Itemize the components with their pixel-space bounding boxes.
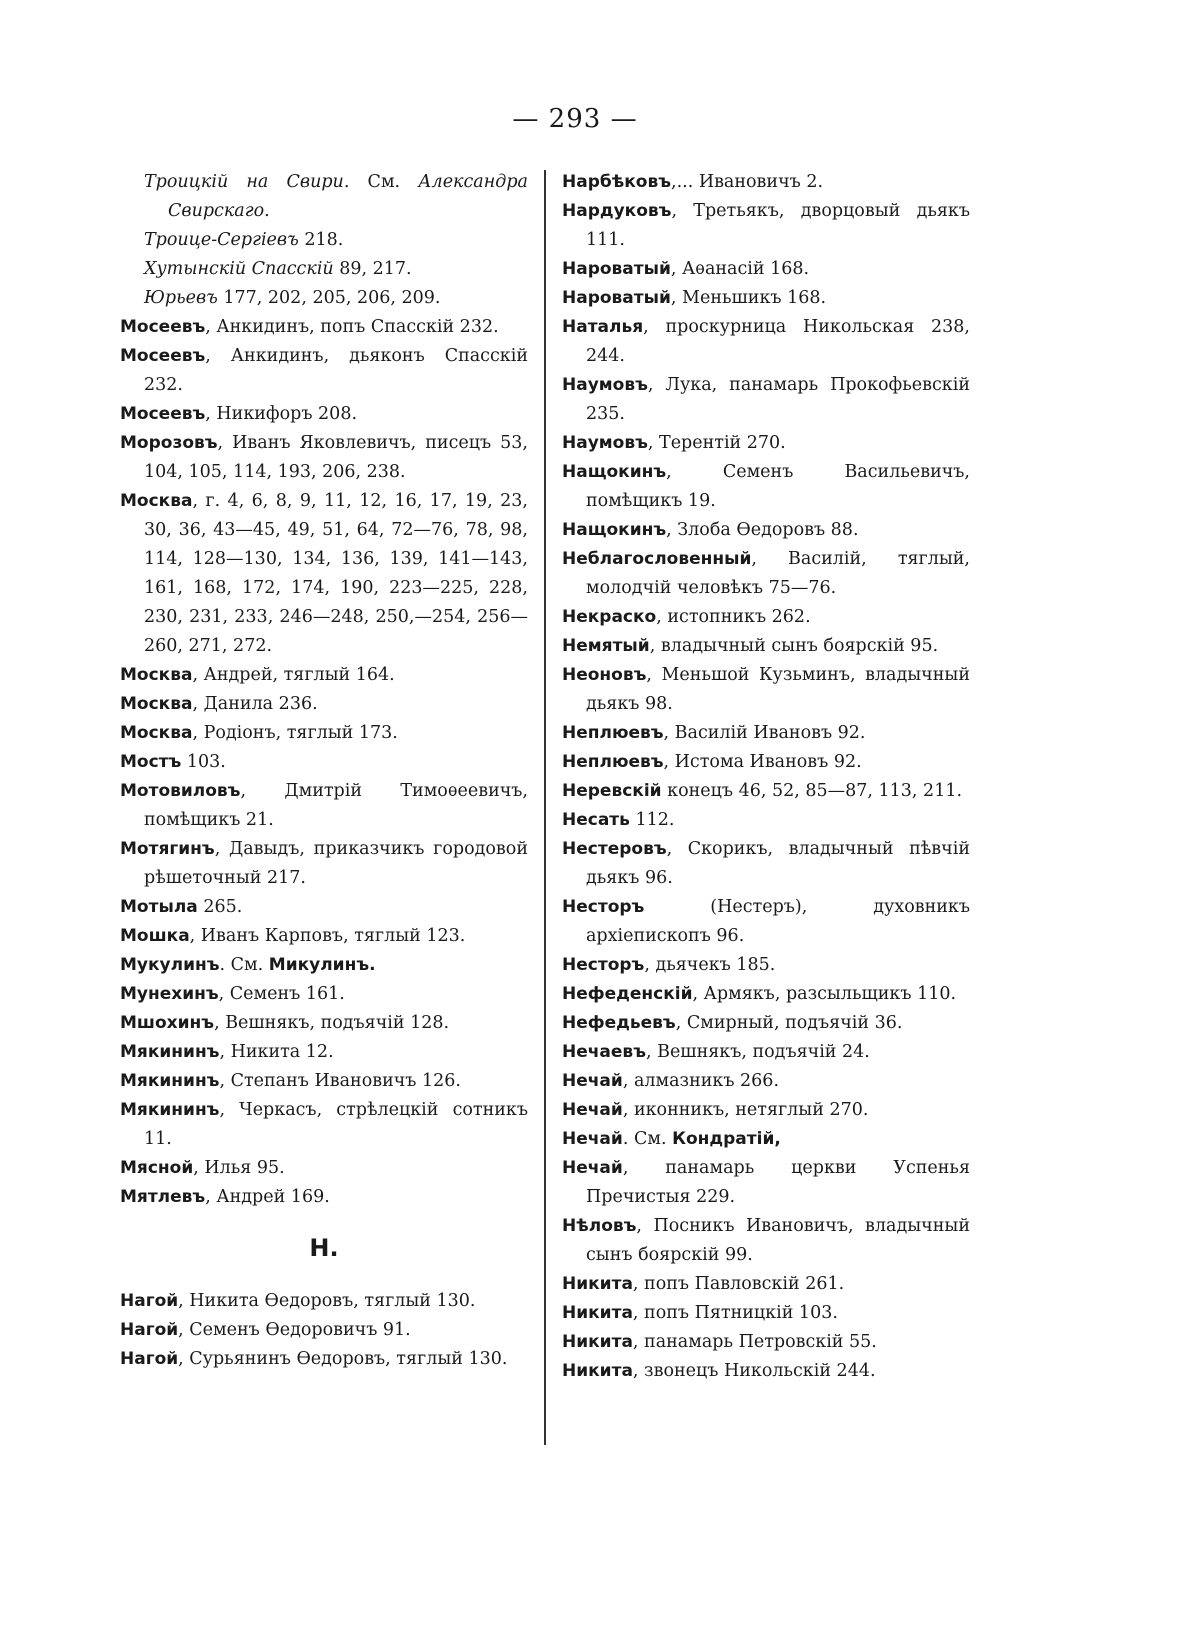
index-entry bbox=[120, 661, 528, 690]
left-entries-top bbox=[120, 168, 528, 1212]
entry-headword: Нечай bbox=[562, 1129, 623, 1149]
entry-headword: Нефедьевъ bbox=[562, 1013, 676, 1033]
entry-text: , Третьякъ, дворцовый дьякъ 111. bbox=[586, 201, 970, 250]
entry-headword: Нардуковъ bbox=[562, 201, 672, 221]
entry-text: 89, 217. bbox=[333, 259, 412, 279]
index-entry bbox=[562, 777, 970, 806]
entry-italic-title: Троицкій на Свири. bbox=[144, 172, 350, 192]
index-entry bbox=[120, 255, 528, 284]
entry-headword: Нечай bbox=[562, 1100, 623, 1120]
entry-text: , Родіонъ, тяглый 173. bbox=[192, 723, 398, 743]
index-entry bbox=[562, 1212, 970, 1270]
entry-headword: Мшохинъ bbox=[120, 1013, 215, 1033]
entry-italic-xref: Александра Свирскаго. bbox=[168, 172, 528, 221]
entry-text: , Черкасъ, стрѣлецкій сотникъ 11. bbox=[144, 1100, 528, 1149]
entry-text: , Сурьянинъ Ѳедоровъ, тяглый 130. bbox=[178, 1349, 508, 1369]
entry-text: 218. bbox=[298, 230, 344, 250]
entry-text: , Василій, тяглый, молодчій человѣкъ 75—76. bbox=[586, 549, 970, 598]
entry-cross-reference: Микулинъ. bbox=[268, 955, 376, 975]
index-entry bbox=[120, 284, 528, 313]
entry-text: , Меньшикъ 168. bbox=[670, 288, 827, 308]
entry-cross-reference: Кондратій, bbox=[672, 1129, 781, 1149]
index-entry bbox=[562, 1270, 970, 1299]
index-entry bbox=[562, 632, 970, 661]
entry-headword: Москва bbox=[120, 694, 193, 714]
index-entry bbox=[562, 1154, 970, 1212]
index-entry bbox=[562, 1096, 970, 1125]
index-entry bbox=[120, 690, 528, 719]
entry-headword: Нѣловъ bbox=[562, 1216, 637, 1236]
entry-text: , Никита 12. bbox=[219, 1042, 334, 1062]
entry-headword: Москва bbox=[120, 665, 193, 685]
index-entry bbox=[120, 1096, 528, 1154]
entry-headword: Наумовъ bbox=[562, 375, 648, 395]
entry-text: , Андрей, тяглый 164. bbox=[192, 665, 395, 685]
entry-headword: Нароватый bbox=[562, 259, 671, 279]
entry-headword: Мотыла bbox=[120, 897, 198, 917]
index-entry bbox=[562, 516, 970, 545]
entry-headword: Мякининъ bbox=[120, 1100, 220, 1120]
entry-text: , дьячекъ 185. bbox=[644, 955, 776, 975]
entry-headword: Нечай bbox=[562, 1158, 623, 1178]
entry-text: , Андрей 169. bbox=[205, 1187, 330, 1207]
entry-headword: Мостъ bbox=[120, 752, 182, 772]
entry-text: ,... Ивановичъ 2. bbox=[671, 172, 824, 192]
entry-headword: Мотягинъ bbox=[120, 839, 215, 859]
entry-headword: Мотовиловъ bbox=[120, 781, 241, 801]
entry-headword: Никита bbox=[562, 1361, 633, 1381]
index-entry bbox=[562, 1038, 970, 1067]
entry-text: , панамарь Петровскій 55. bbox=[632, 1332, 877, 1352]
entry-headword: Неоновъ bbox=[562, 665, 647, 685]
index-entry bbox=[562, 1357, 970, 1386]
index-entry bbox=[562, 429, 970, 458]
entry-text: , Василій Ивановъ 92. bbox=[663, 723, 866, 743]
entry-text: , панамарь церкви Успенья Пречистыя 229. bbox=[586, 1158, 970, 1207]
entry-headword: Мосеевъ bbox=[120, 346, 206, 366]
entry-headword: Морозовъ bbox=[120, 433, 218, 453]
entry-text: , Аѳанасій 168. bbox=[670, 259, 810, 279]
entry-text: , попъ Пятницкій 103. bbox=[632, 1303, 838, 1323]
entry-headword: Нащокинъ bbox=[562, 520, 667, 540]
index-entry bbox=[562, 458, 970, 516]
entry-headword: Москва bbox=[120, 723, 193, 743]
entry-headword: Неплюевъ bbox=[562, 723, 664, 743]
index-entry bbox=[120, 922, 528, 951]
entry-text: , Давыдъ, приказчикъ городовой рѣшеточный 217. bbox=[144, 839, 528, 888]
entry-headword: Нефеденскій bbox=[562, 984, 693, 1004]
index-entry bbox=[120, 777, 528, 835]
index-entry bbox=[120, 1287, 528, 1316]
entry-headword: Мосеевъ bbox=[120, 404, 206, 424]
entry-text: , Истома Ивановъ 92. bbox=[663, 752, 862, 772]
entry-headword: Нестеровъ bbox=[562, 839, 667, 859]
entry-headword: Нарбѣковъ bbox=[562, 172, 671, 192]
index-entry bbox=[562, 980, 970, 1009]
index-entry bbox=[562, 545, 970, 603]
entry-headword: Несторъ bbox=[562, 897, 645, 917]
index-entry bbox=[562, 1328, 970, 1357]
entry-italic-title: Хутынскій Спасскій bbox=[144, 259, 334, 279]
entry-headword: Мошка bbox=[120, 926, 190, 946]
entry-text: , Терентій 270. bbox=[647, 433, 786, 453]
index-entry bbox=[120, 168, 528, 226]
index-entry bbox=[120, 835, 528, 893]
entry-text: , истопникъ 262. bbox=[656, 607, 811, 627]
index-entry bbox=[562, 168, 970, 197]
entry-text: , Анкидинъ, дьяконъ Спасскій 232. bbox=[144, 346, 528, 395]
index-entry bbox=[120, 1067, 528, 1096]
entry-text: , Вешнякъ, подъячій 24. bbox=[645, 1042, 870, 1062]
entry-text: . См. bbox=[219, 955, 269, 975]
index-entry bbox=[562, 1009, 970, 1038]
entry-text: См. bbox=[349, 172, 419, 192]
left-column bbox=[120, 168, 528, 1374]
entry-headword: Неплюевъ bbox=[562, 752, 664, 772]
entry-text: , Дмитрій Тимоѳеевичъ, помѣщикъ 21. bbox=[144, 781, 528, 830]
entry-text: , Семенъ Васильевичъ, помѣщикъ 19. bbox=[586, 462, 970, 511]
index-entry bbox=[562, 661, 970, 719]
entry-text: , Вешнякъ, подъячій 128. bbox=[214, 1013, 450, 1033]
entry-text: , Смирный, подъячій 36. bbox=[675, 1013, 903, 1033]
index-entry bbox=[120, 1038, 528, 1067]
entry-text: , Посникъ Ивановичъ, владычный сынъ боярскій 99. bbox=[586, 1216, 970, 1265]
entry-headword: Мякининъ bbox=[120, 1042, 220, 1062]
entry-text: , Армякъ, разсыльщикъ 110. bbox=[692, 984, 957, 1004]
index-entry bbox=[562, 951, 970, 980]
section-letter: Н. bbox=[309, 1234, 339, 1262]
index-entry bbox=[562, 893, 970, 951]
entry-text: , звонецъ Никольскій 244. bbox=[632, 1361, 876, 1381]
entry-headword: Нароватый bbox=[562, 288, 671, 308]
entry-headword: Нагой bbox=[120, 1291, 179, 1311]
index-entry bbox=[562, 748, 970, 777]
entry-headword: Несторъ bbox=[562, 955, 645, 975]
index-entry bbox=[120, 748, 528, 777]
index-entry bbox=[562, 835, 970, 893]
entry-text: , Скорикъ, владычный пѣвчій дьякъ 96. bbox=[586, 839, 970, 888]
entry-headword: Никита bbox=[562, 1303, 633, 1323]
index-entry bbox=[120, 1154, 528, 1183]
entry-text: 103. bbox=[181, 752, 226, 772]
entry-text: 112. bbox=[629, 810, 675, 830]
index-entry bbox=[120, 1183, 528, 1212]
index-entry bbox=[562, 197, 970, 255]
index-entry bbox=[562, 313, 970, 371]
index-entry bbox=[562, 1067, 970, 1096]
entry-headword: Наумовъ bbox=[562, 433, 648, 453]
entry-text: , Данила 236. bbox=[192, 694, 318, 714]
index-entry bbox=[562, 806, 970, 835]
index-entry bbox=[120, 313, 528, 342]
entry-text: , Степанъ Ивановичъ 126. bbox=[219, 1071, 461, 1091]
entry-text: , г. 4, 6, 8, 9, 11, 12, 16, 17, 19, 23, 30, 36, 43—45, 49, 51, 64, 72—76, 78, 98, 114, 128—130, 134, 136, 139, 141—143, 161, 168, 172, 174, 190, 223—225, 228, 230, 231, 233, 246—248, 250,—254, 256—260, 271, 272. bbox=[144, 491, 528, 656]
index-entry bbox=[120, 226, 528, 255]
entry-text: 177, 202, 205, 206, 209. bbox=[217, 288, 441, 308]
entry-italic-title: Троице-Сергіевъ bbox=[144, 230, 299, 250]
index-entry bbox=[120, 487, 528, 661]
index-entry bbox=[120, 429, 528, 487]
entry-text: , Злоба Ѳедоровъ 88. bbox=[666, 520, 859, 540]
index-entry bbox=[562, 255, 970, 284]
index-entry bbox=[562, 1299, 970, 1328]
index-entry bbox=[120, 893, 528, 922]
entry-text: , алмазникъ 266. bbox=[622, 1071, 780, 1091]
entry-text: , Анкидинъ, попъ Спасскій 232. bbox=[205, 317, 499, 337]
entry-italic-title: Юрьевъ bbox=[144, 288, 218, 308]
entry-text: 265. bbox=[197, 897, 243, 917]
entry-text: , проскурница Никольская 238, 244. bbox=[586, 317, 970, 366]
index-entry bbox=[120, 980, 528, 1009]
entry-headword: Мукулинъ bbox=[120, 955, 220, 975]
index-entry bbox=[562, 371, 970, 429]
right-entries bbox=[562, 168, 970, 1386]
entry-headword: Мякининъ bbox=[120, 1071, 220, 1091]
entry-text: , Семенъ Ѳедоровичъ 91. bbox=[178, 1320, 411, 1340]
column-divider bbox=[544, 170, 546, 1445]
entry-headword: Некраско bbox=[562, 607, 657, 627]
entry-headword: Мясной bbox=[120, 1158, 194, 1178]
entry-text: , владычный сынъ боярскій 95. bbox=[649, 636, 939, 656]
entry-headword: Мосеевъ bbox=[120, 317, 206, 337]
entry-text: , иконникъ, нетяглый 270. bbox=[622, 1100, 869, 1120]
entry-text: , Семенъ 161. bbox=[218, 984, 345, 1004]
entry-text: (Нестеръ), духовникъ архіепископъ 96. bbox=[586, 897, 970, 946]
index-entry bbox=[562, 719, 970, 748]
entry-headword: Нагой bbox=[120, 1320, 179, 1340]
entry-headword: Мятлевъ bbox=[120, 1187, 206, 1207]
entry-text: . См. bbox=[622, 1129, 673, 1149]
entry-headword: Нечаевъ bbox=[562, 1042, 646, 1062]
right-column bbox=[562, 168, 970, 1386]
entry-headword: Никита bbox=[562, 1274, 633, 1294]
index-entry bbox=[120, 1009, 528, 1038]
entry-headword: Мунехинъ bbox=[120, 984, 219, 1004]
entry-headword: Неревскій bbox=[562, 781, 662, 801]
entry-text: , Меньшой Кузьминъ, владычный дьякъ 98. bbox=[586, 665, 970, 714]
index-entry bbox=[120, 342, 528, 400]
entry-headword: Несать bbox=[562, 810, 630, 830]
index-entry bbox=[562, 284, 970, 313]
index-entry bbox=[562, 603, 970, 632]
entry-text: конецъ 46, 52, 85—87, 113, 211. bbox=[661, 781, 963, 801]
entry-headword: Москва bbox=[120, 491, 193, 511]
entry-headword: Нащокинъ bbox=[562, 462, 667, 482]
entry-headword: Никита bbox=[562, 1332, 633, 1352]
left-entries-bottom bbox=[120, 1287, 528, 1374]
entry-text: , Иванъ Яковлевичъ, писецъ 53, 104, 105, 114, 193, 206, 238. bbox=[144, 433, 528, 482]
index-entry bbox=[562, 1125, 970, 1154]
entry-text: , Никита Ѳедоровъ, тяглый 130. bbox=[178, 1291, 476, 1311]
entry-headword: Немятый bbox=[562, 636, 650, 656]
entry-headword: Наталья bbox=[562, 317, 644, 337]
entry-text: , Лука, панамарь Прокофьевскій 235. bbox=[586, 375, 970, 424]
entry-text: , Илья 95. bbox=[193, 1158, 285, 1178]
index-entry bbox=[120, 1345, 528, 1374]
page-number: — 293 — bbox=[512, 104, 638, 134]
index-entry bbox=[120, 719, 528, 748]
entry-text: , Иванъ Карповъ, тяглый 123. bbox=[189, 926, 466, 946]
entry-text: , Никифоръ 208. bbox=[205, 404, 358, 424]
entry-headword: Нагой bbox=[120, 1349, 179, 1369]
index-entry bbox=[120, 951, 528, 980]
index-entry bbox=[120, 400, 528, 429]
entry-headword: Неблагословенный bbox=[562, 549, 752, 569]
index-entry bbox=[120, 1316, 528, 1345]
entry-text: , попъ Павловскій 261. bbox=[632, 1274, 845, 1294]
entry-headword: Нечай bbox=[562, 1071, 623, 1091]
